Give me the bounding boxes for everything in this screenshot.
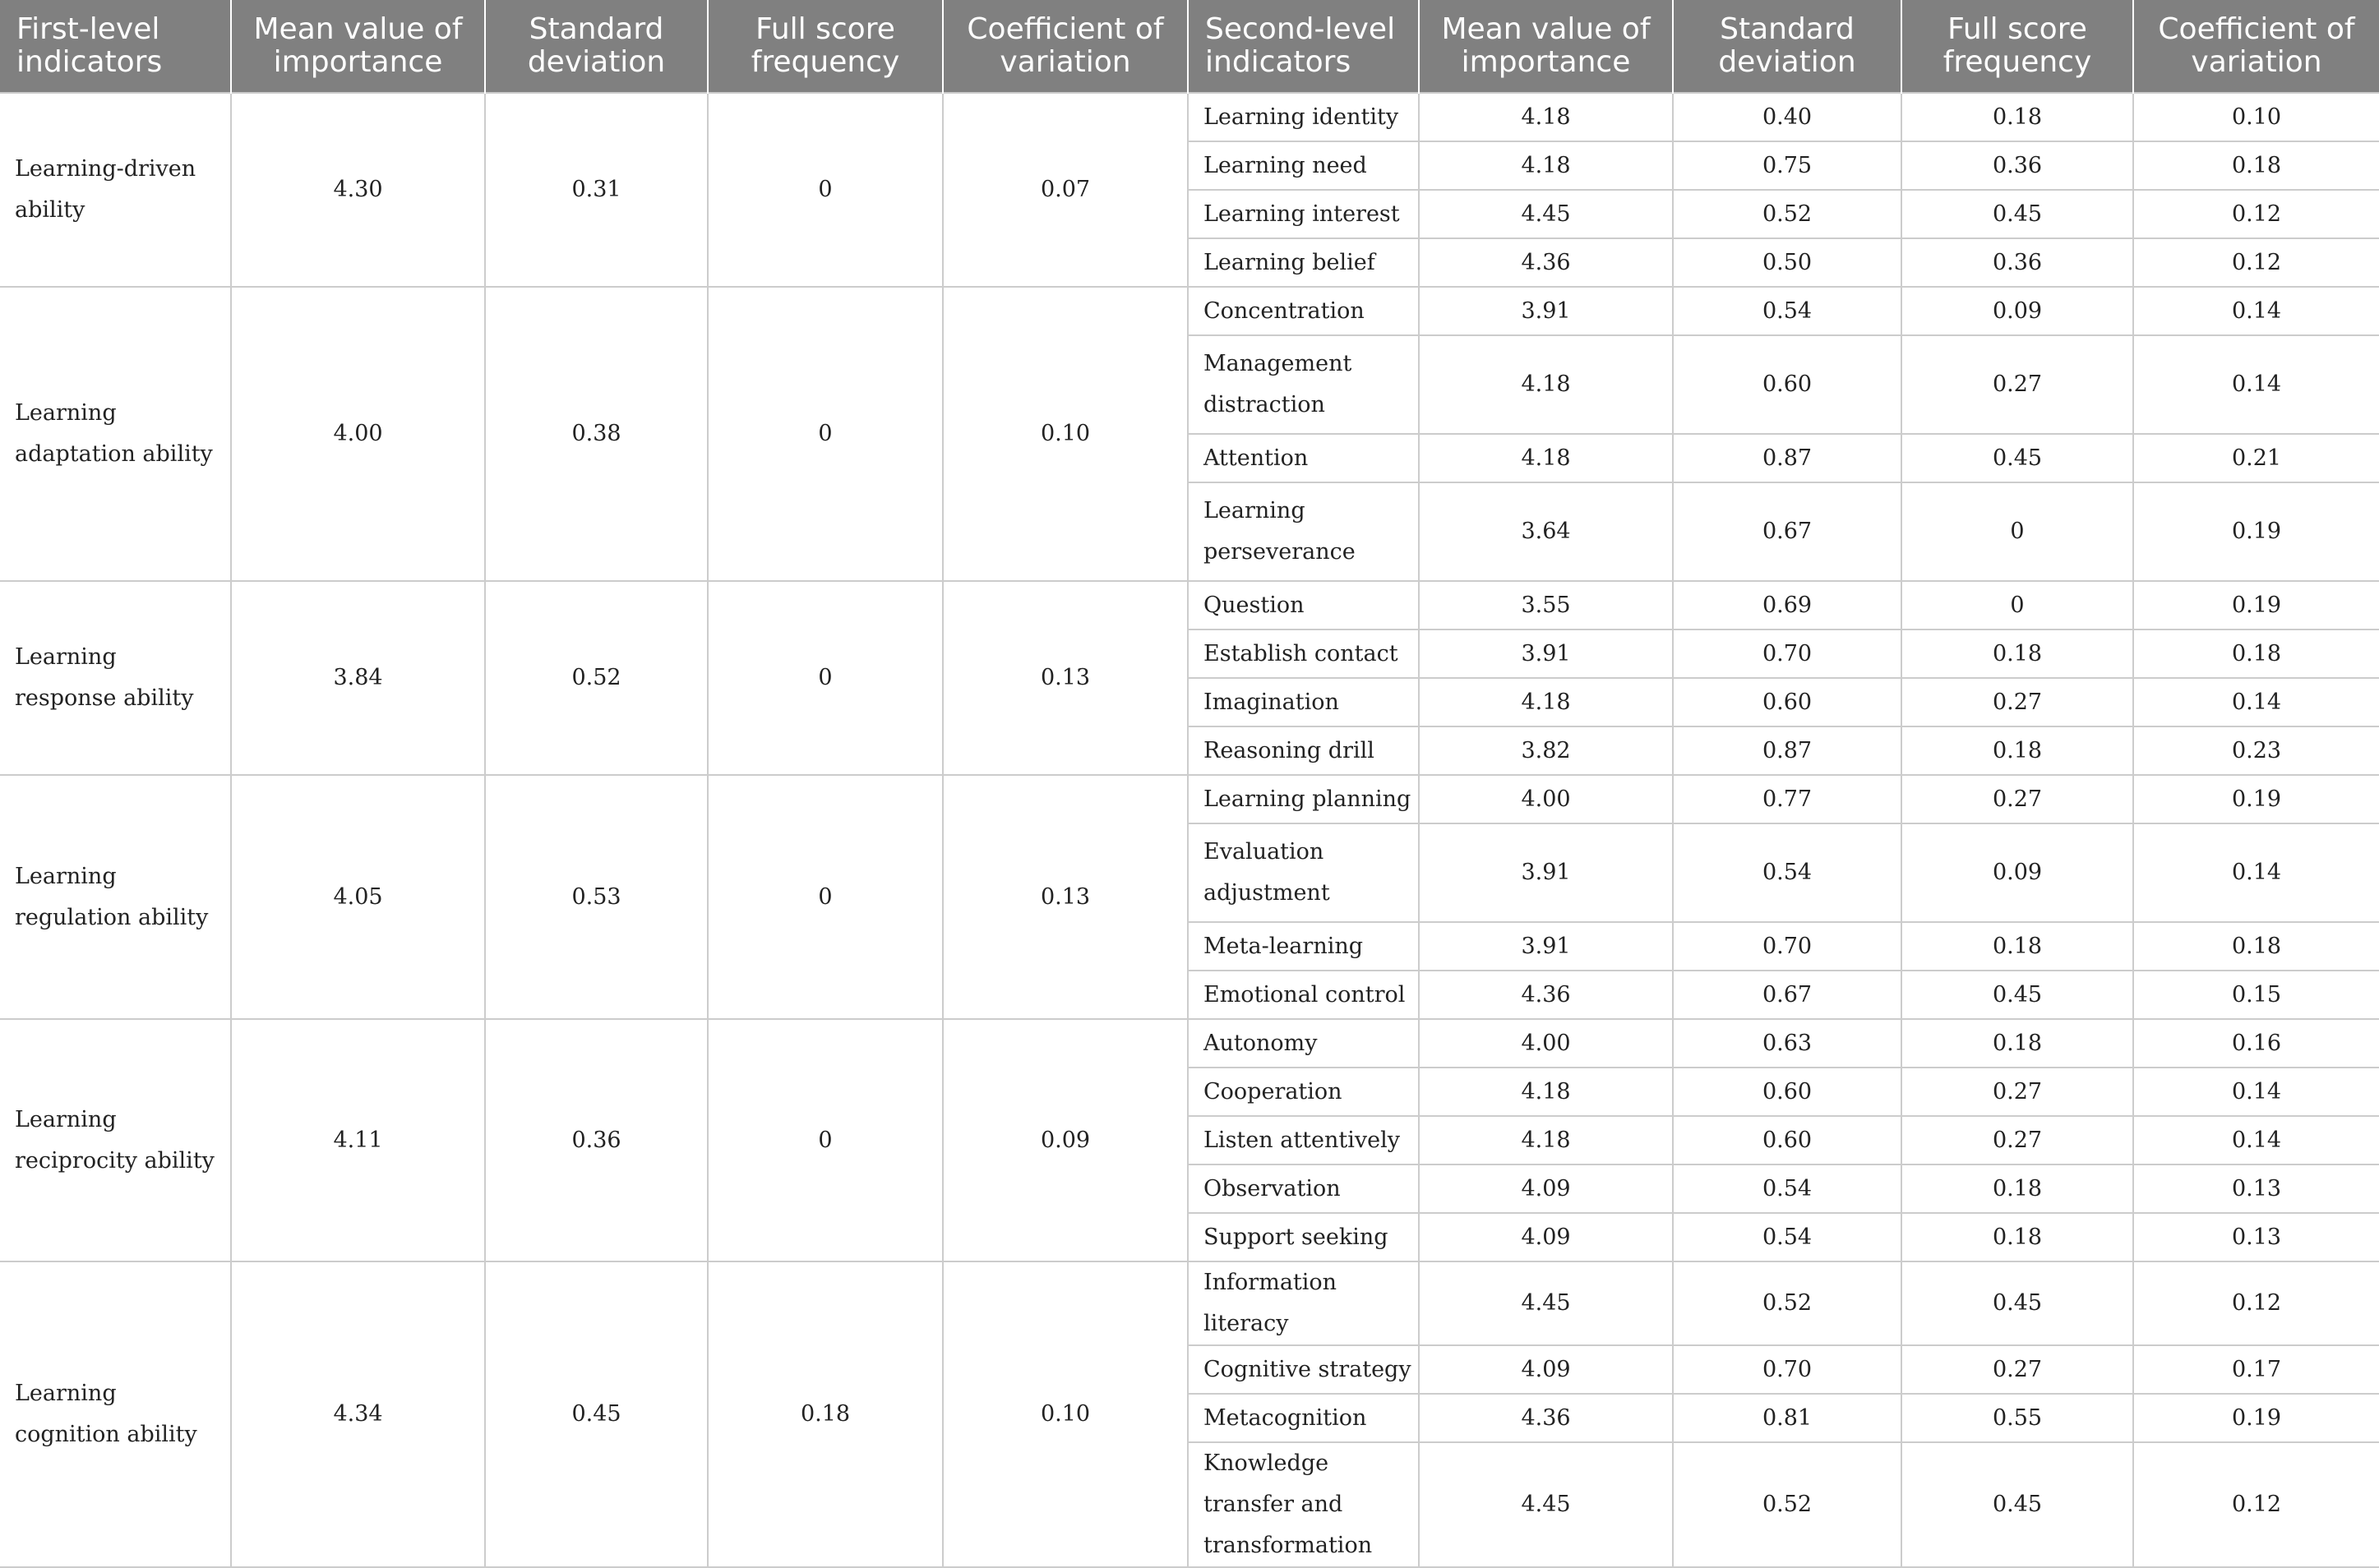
second-level-indicator: Establish contact xyxy=(1188,630,1419,678)
second-level-cv: 0.12 xyxy=(2133,190,2379,238)
second-level-sd: 0.70 xyxy=(1673,630,1901,678)
second-level-freq: 0.18 xyxy=(1901,630,2133,678)
second-level-indicator: Autonomy xyxy=(1188,1019,1419,1068)
second-level-freq: 0.36 xyxy=(1901,141,2133,190)
second-level-sd: 0.52 xyxy=(1673,1261,1901,1345)
second-level-indicator: Learning need xyxy=(1188,141,1419,190)
second-level-mean: 4.45 xyxy=(1419,1442,1673,1567)
second-level-indicator: Emotional control xyxy=(1188,971,1419,1019)
header-second-mean: Mean value of importance xyxy=(1419,0,1673,93)
second-level-sd: 0.87 xyxy=(1673,434,1901,482)
second-level-cv: 0.19 xyxy=(2133,1394,2379,1442)
second-level-freq: 0.27 xyxy=(1901,335,2133,434)
first-level-indicator: Learning adaptation ability xyxy=(0,287,231,581)
first-level-freq: 0.18 xyxy=(708,1261,943,1567)
second-level-sd: 0.40 xyxy=(1673,93,1901,141)
second-level-sd: 0.54 xyxy=(1673,287,1901,335)
table-body xyxy=(0,93,2379,1567)
second-level-cv: 0.14 xyxy=(2133,287,2379,335)
first-level-sd: 0.45 xyxy=(485,1261,708,1567)
second-level-cv: 0.19 xyxy=(2133,482,2379,581)
second-level-indicator: Learning perseverance xyxy=(1188,482,1419,581)
table-row xyxy=(0,775,2379,823)
second-level-sd: 0.52 xyxy=(1673,190,1901,238)
second-level-indicator: Reasoning drill xyxy=(1188,726,1419,775)
second-level-mean: 3.91 xyxy=(1419,922,1673,971)
second-level-indicator: Cognitive strategy xyxy=(1188,1345,1419,1394)
header-second-level-indicators: Second-level indicators xyxy=(1188,0,1419,93)
second-level-cv: 0.15 xyxy=(2133,971,2379,1019)
second-level-freq: 0.45 xyxy=(1901,1261,2133,1345)
second-level-mean: 4.18 xyxy=(1419,335,1673,434)
second-level-freq: 0.18 xyxy=(1901,922,2133,971)
first-level-sd: 0.38 xyxy=(485,287,708,581)
second-level-freq: 0 xyxy=(1901,581,2133,630)
first-level-sd: 0.36 xyxy=(485,1019,708,1261)
second-level-sd: 0.60 xyxy=(1673,1116,1901,1164)
second-level-freq: 0.27 xyxy=(1901,1345,2133,1394)
second-level-freq: 0.36 xyxy=(1901,238,2133,287)
first-level-mean: 4.34 xyxy=(231,1261,485,1567)
first-level-cv: 0.10 xyxy=(943,1261,1188,1567)
second-level-sd: 0.54 xyxy=(1673,1213,1901,1261)
second-level-mean: 4.09 xyxy=(1419,1345,1673,1394)
second-level-freq: 0.27 xyxy=(1901,1068,2133,1116)
second-level-cv: 0.13 xyxy=(2133,1213,2379,1261)
second-level-freq: 0.27 xyxy=(1901,678,2133,726)
second-level-mean: 4.45 xyxy=(1419,1261,1673,1345)
second-level-freq: 0.27 xyxy=(1901,1116,2133,1164)
second-level-indicator: Knowledge transfer and transformation xyxy=(1188,1442,1419,1567)
first-level-mean: 4.00 xyxy=(231,287,485,581)
header-first-mean: Mean value of importance xyxy=(231,0,485,93)
first-level-mean: 4.05 xyxy=(231,775,485,1019)
first-level-indicator: Learning-driven ability xyxy=(0,93,231,287)
second-level-mean: 4.18 xyxy=(1419,1116,1673,1164)
second-level-cv: 0.10 xyxy=(2133,93,2379,141)
second-level-freq: 0.45 xyxy=(1901,434,2133,482)
second-level-freq: 0.18 xyxy=(1901,1019,2133,1068)
second-level-mean: 3.55 xyxy=(1419,581,1673,630)
second-level-freq: 0.18 xyxy=(1901,1164,2133,1213)
second-level-mean: 3.91 xyxy=(1419,287,1673,335)
second-level-mean: 4.00 xyxy=(1419,1019,1673,1068)
second-level-mean: 4.36 xyxy=(1419,971,1673,1019)
second-level-indicator: Learning planning xyxy=(1188,775,1419,823)
second-level-sd: 0.63 xyxy=(1673,1019,1901,1068)
second-level-mean: 4.45 xyxy=(1419,190,1673,238)
second-level-indicator: Imagination xyxy=(1188,678,1419,726)
second-level-cv: 0.23 xyxy=(2133,726,2379,775)
first-level-sd: 0.52 xyxy=(485,581,708,775)
second-level-indicator: Meta-learning xyxy=(1188,922,1419,971)
second-level-indicator: Concentration xyxy=(1188,287,1419,335)
second-level-mean: 4.18 xyxy=(1419,93,1673,141)
second-level-mean: 4.18 xyxy=(1419,141,1673,190)
second-level-indicator: Metacognition xyxy=(1188,1394,1419,1442)
second-level-mean: 3.64 xyxy=(1419,482,1673,581)
second-level-freq: 0 xyxy=(1901,482,2133,581)
header-first-level-indicators: First-level indicators xyxy=(0,0,231,93)
second-level-indicator: Support seeking xyxy=(1188,1213,1419,1261)
first-level-indicator: Learning cognition ability xyxy=(0,1261,231,1567)
second-level-cv: 0.14 xyxy=(2133,335,2379,434)
first-level-indicator: Learning reciprocity ability xyxy=(0,1019,231,1261)
second-level-mean: 3.91 xyxy=(1419,823,1673,922)
second-level-indicator: Observation xyxy=(1188,1164,1419,1213)
second-level-cv: 0.14 xyxy=(2133,678,2379,726)
second-level-freq: 0.09 xyxy=(1901,287,2133,335)
second-level-freq: 0.09 xyxy=(1901,823,2133,922)
second-level-sd: 0.60 xyxy=(1673,1068,1901,1116)
second-level-sd: 0.67 xyxy=(1673,971,1901,1019)
second-level-sd: 0.69 xyxy=(1673,581,1901,630)
first-level-sd: 0.53 xyxy=(485,775,708,1019)
first-level-freq: 0 xyxy=(708,581,943,775)
second-level-sd: 0.52 xyxy=(1673,1442,1901,1567)
second-level-cv: 0.18 xyxy=(2133,141,2379,190)
second-level-cv: 0.13 xyxy=(2133,1164,2379,1213)
header-first-freq: Full score frequency xyxy=(708,0,943,93)
first-level-freq: 0 xyxy=(708,287,943,581)
table-row xyxy=(0,287,2379,335)
second-level-sd: 0.50 xyxy=(1673,238,1901,287)
first-level-cv: 0.07 xyxy=(943,93,1188,287)
second-level-mean: 4.00 xyxy=(1419,775,1673,823)
first-level-indicator: Learning regulation ability xyxy=(0,775,231,1019)
second-level-freq: 0.18 xyxy=(1901,1213,2133,1261)
second-level-freq: 0.45 xyxy=(1901,1442,2133,1567)
table-row xyxy=(0,93,2379,141)
second-level-sd: 0.87 xyxy=(1673,726,1901,775)
first-level-mean: 4.30 xyxy=(231,93,485,287)
second-level-sd: 0.81 xyxy=(1673,1394,1901,1442)
table-row xyxy=(0,1019,2379,1068)
second-level-freq: 0.27 xyxy=(1901,775,2133,823)
second-level-cv: 0.17 xyxy=(2133,1345,2379,1394)
second-level-indicator: Attention xyxy=(1188,434,1419,482)
first-level-mean: 3.84 xyxy=(231,581,485,775)
second-level-sd: 0.70 xyxy=(1673,1345,1901,1394)
second-level-indicator: Evaluation adjustment xyxy=(1188,823,1419,922)
first-level-cv: 0.10 xyxy=(943,287,1188,581)
second-level-mean: 4.18 xyxy=(1419,1068,1673,1116)
header-first-sd: Standard deviation xyxy=(485,0,708,93)
second-level-sd: 0.70 xyxy=(1673,922,1901,971)
second-level-cv: 0.12 xyxy=(2133,1442,2379,1567)
header-second-freq: Full score frequency xyxy=(1901,0,2133,93)
second-level-cv: 0.19 xyxy=(2133,775,2379,823)
second-level-indicator: Learning interest xyxy=(1188,190,1419,238)
second-level-indicator: Learning identity xyxy=(1188,93,1419,141)
first-level-freq: 0 xyxy=(708,93,943,287)
second-level-cv: 0.14 xyxy=(2133,1068,2379,1116)
second-level-cv: 0.19 xyxy=(2133,581,2379,630)
second-level-freq: 0.18 xyxy=(1901,93,2133,141)
second-level-freq: 0.45 xyxy=(1901,190,2133,238)
first-level-cv: 0.13 xyxy=(943,581,1188,775)
second-level-freq: 0.45 xyxy=(1901,971,2133,1019)
first-level-cv: 0.09 xyxy=(943,1019,1188,1261)
second-level-mean: 4.09 xyxy=(1419,1164,1673,1213)
second-level-cv: 0.14 xyxy=(2133,1116,2379,1164)
second-level-freq: 0.18 xyxy=(1901,726,2133,775)
first-level-cv: 0.13 xyxy=(943,775,1188,1019)
second-level-mean: 3.91 xyxy=(1419,630,1673,678)
second-level-cv: 0.12 xyxy=(2133,238,2379,287)
header-first-cv: Coefficient of variation xyxy=(943,0,1188,93)
first-level-freq: 0 xyxy=(708,775,943,1019)
first-level-sd: 0.31 xyxy=(485,93,708,287)
second-level-indicator: Learning belief xyxy=(1188,238,1419,287)
second-level-sd: 0.67 xyxy=(1673,482,1901,581)
first-level-indicator: Learning response ability xyxy=(0,581,231,775)
second-level-cv: 0.12 xyxy=(2133,1261,2379,1345)
second-level-mean: 3.82 xyxy=(1419,726,1673,775)
second-level-sd: 0.77 xyxy=(1673,775,1901,823)
header-row xyxy=(0,0,2379,93)
second-level-indicator: Information literacy xyxy=(1188,1261,1419,1345)
second-level-cv: 0.14 xyxy=(2133,823,2379,922)
first-level-freq: 0 xyxy=(708,1019,943,1261)
second-level-sd: 0.75 xyxy=(1673,141,1901,190)
header-second-sd: Standard deviation xyxy=(1673,0,1901,93)
second-level-indicator: Listen attentively xyxy=(1188,1116,1419,1164)
second-level-freq: 0.55 xyxy=(1901,1394,2133,1442)
second-level-sd: 0.60 xyxy=(1673,335,1901,434)
second-level-sd: 0.60 xyxy=(1673,678,1901,726)
table-row xyxy=(0,1261,2379,1345)
second-level-sd: 0.54 xyxy=(1673,1164,1901,1213)
second-level-cv: 0.18 xyxy=(2133,922,2379,971)
second-level-cv: 0.21 xyxy=(2133,434,2379,482)
second-level-sd: 0.54 xyxy=(1673,823,1901,922)
second-level-indicator: Management distraction xyxy=(1188,335,1419,434)
second-level-mean: 4.18 xyxy=(1419,434,1673,482)
second-level-mean: 4.36 xyxy=(1419,1394,1673,1442)
header-second-cv: Coefficient of variation xyxy=(2133,0,2379,93)
first-level-mean: 4.11 xyxy=(231,1019,485,1261)
second-level-mean: 4.18 xyxy=(1419,678,1673,726)
second-level-mean: 4.09 xyxy=(1419,1213,1673,1261)
second-level-indicator: Cooperation xyxy=(1188,1068,1419,1116)
second-level-mean: 4.36 xyxy=(1419,238,1673,287)
table-row xyxy=(0,581,2379,630)
second-level-cv: 0.16 xyxy=(2133,1019,2379,1068)
second-level-cv: 0.18 xyxy=(2133,630,2379,678)
second-level-indicator: Question xyxy=(1188,581,1419,630)
